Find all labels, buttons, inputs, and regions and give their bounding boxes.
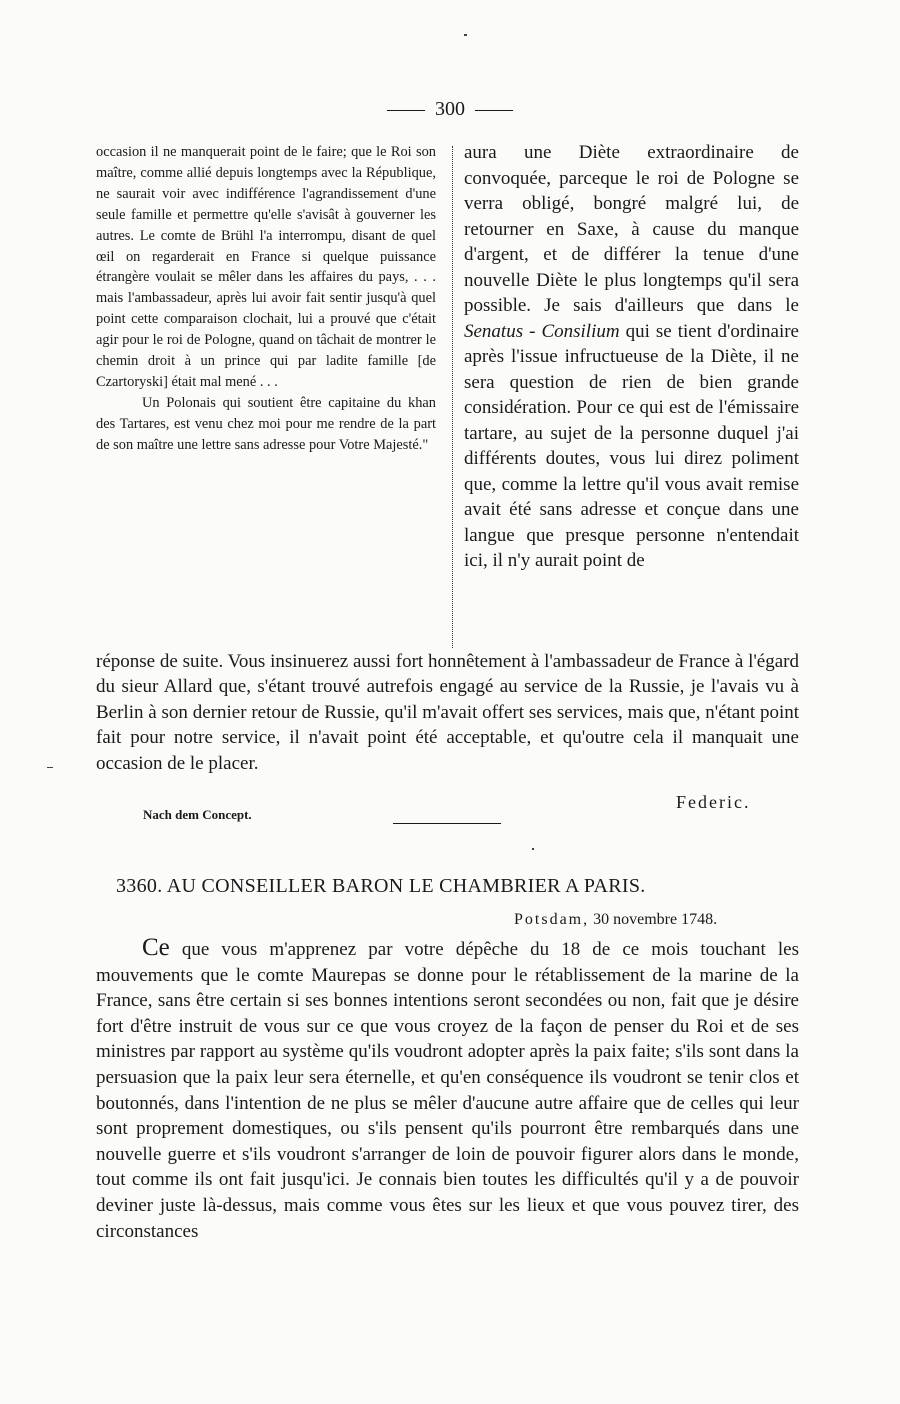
source-note: Nach dem Concept. xyxy=(143,807,252,822)
print-speck xyxy=(464,34,467,36)
letter-title: AU CONSEILLER BARON LE CHAMBRIER A PARIS. xyxy=(166,875,646,897)
left-column xyxy=(96,142,436,456)
continuation-text: réponse de suite. Vous insinuerez aussi fort honnêtement à l'ambassadeur de France à l'égard du sieur Allard que, s'étant trouvé autrefois engagé au service de la Russie, je l'avais vu à Berlin à son dernier retour de Russie, qu'il m'avait offert ses services, mais que, n'étant point fait pour notre service, il n'avait point été acceptable, et qu'outre cela il manquait une occasion de le placer. xyxy=(96,651,799,774)
drop-initial: Ce xyxy=(142,934,170,961)
page-number-rule-right xyxy=(475,110,513,111)
letter-body xyxy=(96,935,799,1244)
print-speck xyxy=(532,848,534,850)
print-speck xyxy=(47,767,53,768)
letter-heading xyxy=(116,874,796,898)
dateline-place: Potsdam, xyxy=(514,911,590,928)
page-number: 300 xyxy=(0,97,900,121)
letter-paragraph xyxy=(96,935,799,1244)
left-column-paragraph-2: Un Polonais qui soutient être capitaine du khan des Tartares, est venu chez moi pour me rendre de la part de son maître une lettre sans adresse pour Votre Majesté." xyxy=(96,394,436,453)
right-column-paragraph xyxy=(464,140,799,574)
letter-number: 3360. xyxy=(116,875,163,897)
letter-text: que vous m'apprenez par votre dépêche du 18 de ce mois touchant les mouvements que le comte Maurepas se donne pour le rétablissement de la marine de la France, sans être certain si ses bonnes intentions seront secondées ou non, fait que je désire fort d'être instruit de vous sur ce que vous croyez de la façon de penser du Roi et de ses ministres par rapport au système qu'ils voudront adopter après la paix faite; s'ils sont dans la persuasion que la paix leur sera éternelle, et qu'en conséquence ils voudront se tenir clos et boutonnés, dans l'intention de ne plus se mêler d'aucune autre affaire que de celles qui leur sont proprement domestiques, ou s'ils pensent qu'ils pourront être rembarqués dans une nouvelle guerre et s'ils voudront s'arranger de loin de pouvoir figurer alors dans le monde, tout comme ils ont fait jusqu'ici. Je connais bien toutes les difficultés qu'il y a de pouvoir deviner juste là-dessus, mais comme vous êtes sur les lieux et que vous pouvez tirer, des circonstances xyxy=(96,939,799,1242)
column-divider xyxy=(452,146,453,648)
right-column-text-1: aura une Diète extraordinaire de convoquée, parceque le roi de Pologne se verra obligé, bongré malgré lui, de retourner en Saxe, à cause du manque d'argent, et de différer la tenue d'une nouvelle Diète le plus longtemps qu'il sera possible. Je sais d'ailleurs que dans le xyxy=(464,142,799,316)
senatus-consilium-italic: Senatus - Consilium xyxy=(464,320,620,342)
signature: Federic. xyxy=(676,792,751,812)
dateline-date: 30 novembre 1748. xyxy=(593,911,718,928)
right-column-text-2: qui se tient d'ordinaire après l'issue infructueuse de la Diète, il ne sera question de rien de bien grande considération. Pour ce qui est de l'émissaire tartare, au sujet de la personne duquel j'ai différents doutes, vous lui direz poliment que, comme la lettre qu'il vous avait remise avait été sans adresse et conçue dans une langue que presque personne n'entendait ici, il n'y aurait point de xyxy=(464,320,799,571)
continuation-paragraph xyxy=(96,649,799,776)
right-column xyxy=(464,140,799,574)
dateline xyxy=(514,910,717,930)
left-column-paragraph-1: occasion il ne manquerait point de le faire; que le Roi son maître, comme allié depuis longtemps avec la République, ne saurait voir avec indifférence l'agrandissement d'une seule famille et permettre qu'elle s'avisât à gouverner les autres. Le comte de Brühl l'a interrompu, disant de quel œil on regarderait en France si quelque puissance étrangère voulait se mêler dans les affaires du pays, . . . mais l'ambassadeur, après lui avoir fait sentir jusqu'à quel point cette comparaison clochait, lui a prouvé que c'était agir pour le roi de Pologne, quand on tâchait de montrer le chemin droit à un prince qui par ladite famille [de Czartoryski] était mal mené . . . xyxy=(96,144,436,390)
section-separator xyxy=(393,823,501,824)
page-number-rule-left xyxy=(387,110,425,111)
